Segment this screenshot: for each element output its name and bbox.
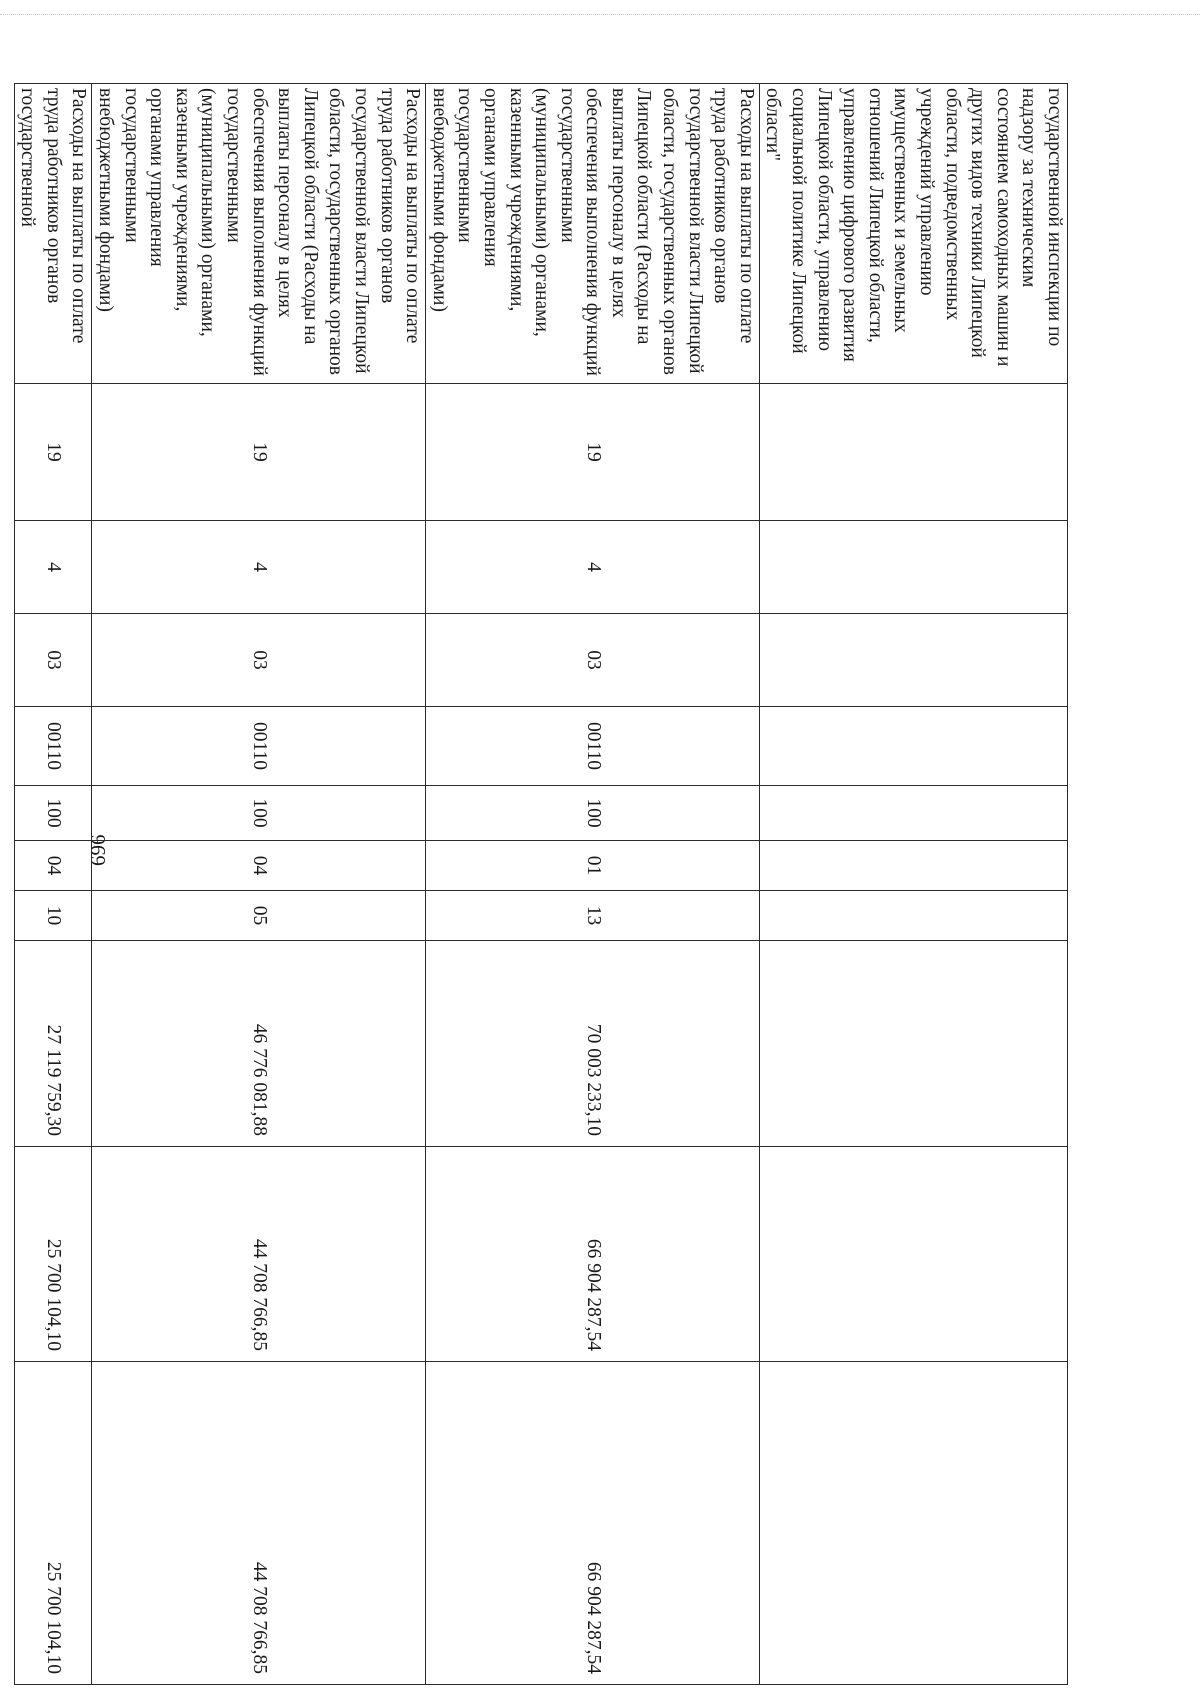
cell-c4	[759, 707, 1067, 786]
cell-amount-2	[759, 1147, 1067, 1362]
cell-amount-2: 25 700 104,10	[14, 1147, 92, 1362]
cell-c2: 4	[426, 521, 760, 614]
cell-c5: 100	[14, 786, 92, 841]
cell-c7: 13	[426, 891, 760, 941]
scan-edge-line	[0, 14, 1200, 15]
cell-c5: 100	[426, 786, 760, 841]
cell-c4: 00110	[426, 707, 760, 786]
cell-amount-2: 66 904 287,54	[426, 1147, 760, 1362]
cell-amount-1: 46 776 081,88	[92, 941, 426, 1147]
cell-c7: 05	[92, 891, 426, 941]
budget-table	[14, 83, 1068, 1685]
cell-amount-1	[759, 941, 1067, 1147]
row-description: Расходы на выплаты по оплате труда работников органов государственной власти Липецкой области, государственных органов Липецкой области (Расходы на выплаты персоналу в целях обеспечения выполнения функций государственными (муниципальными) органами, казенными учреждениями, органами управления государственными внебюджетными фондами)	[426, 84, 760, 384]
table-row	[14, 84, 92, 1685]
cell-c3: 03	[92, 614, 426, 707]
cell-c6	[759, 841, 1067, 891]
cell-c4: 00110	[92, 707, 426, 786]
cell-amount-3: 25 700 104,10	[14, 1362, 92, 1685]
cell-amount-1: 70 003 233,10	[426, 941, 760, 1147]
page-number: 696	[86, 834, 110, 866]
table-row	[426, 84, 760, 1685]
cell-c3	[759, 614, 1067, 707]
row-description: государственной инспекции по надзору за техническим состоянием самоходных машин и других видов техники Липецкой области, подведомственных учреждений управлению имущественных и земельных отношений Липецкой области, управлению цифрового развития Липецкой области, управлению социальной политике Липецкой области"	[759, 84, 1067, 384]
row-description: Расходы на выплаты по оплате труда работников органов государственной	[14, 84, 92, 384]
cell-c6: 01	[426, 841, 760, 891]
cell-c7: 10	[14, 891, 92, 941]
cell-c1: 19	[92, 384, 426, 521]
cell-c5	[759, 786, 1067, 841]
cell-c6: 04	[92, 841, 426, 891]
cell-amount-1: 27 119 759,30	[14, 941, 92, 1147]
cell-c2: 4	[92, 521, 426, 614]
cell-c1: 19	[14, 384, 92, 521]
table-row	[759, 84, 1067, 1685]
table-row	[92, 84, 426, 1685]
cell-c6: 04	[14, 841, 92, 891]
cell-amount-3: 44 708 766,85	[92, 1362, 426, 1685]
cell-amount-2: 44 708 766,85	[92, 1147, 426, 1362]
row-description: Расходы на выплаты по оплате труда работников органов государственной власти Липецкой области, государственных органов Липецкой области (Расходы на выплаты персоналу в целях обеспечения выполнения функций государственными (муниципальными) органами, казенными учреждениями, органами управления государственными внебюджетными фондами)	[92, 84, 426, 384]
cell-amount-3	[759, 1362, 1067, 1685]
cell-c5: 100	[92, 786, 426, 841]
cell-c1	[759, 384, 1067, 521]
cell-c2	[759, 521, 1067, 614]
cell-c7	[759, 891, 1067, 941]
cell-amount-3: 66 904 287,54	[426, 1362, 760, 1685]
cell-c3: 03	[426, 614, 760, 707]
cell-c4: 00110	[14, 707, 92, 786]
cell-c3: 03	[14, 614, 92, 707]
cell-c1: 19	[426, 384, 760, 521]
cell-c2: 4	[14, 521, 92, 614]
